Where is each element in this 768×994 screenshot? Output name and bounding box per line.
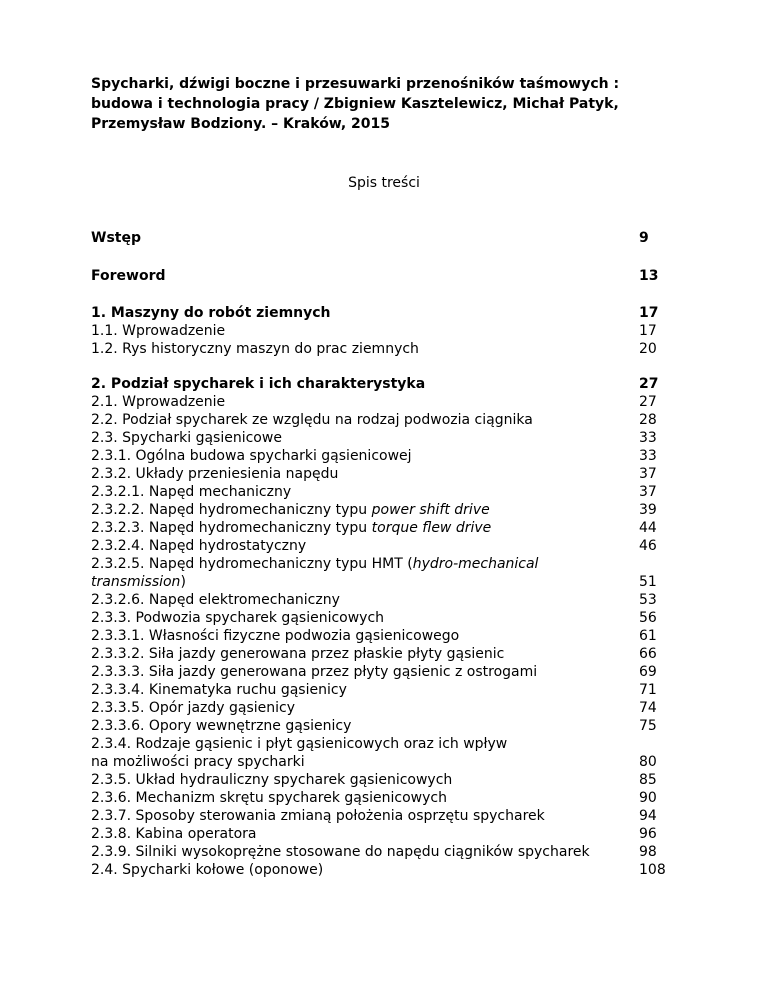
toc-page-number: 75: [639, 718, 657, 734]
toc-title-text: 2.3.2. Układy przeniesienia napędu: [91, 466, 339, 482]
toc-entry-title: [91, 573, 186, 591]
toc-page-number: 37: [639, 466, 657, 482]
toc-chapter-row: [91, 304, 681, 322]
toc-page-number: 44: [639, 520, 657, 536]
toc-page-number: 9: [639, 230, 649, 246]
toc-page-number: 85: [639, 772, 657, 788]
toc-entry-row: [91, 322, 681, 340]
toc-entry-title: [91, 609, 384, 627]
toc-page-number: 51: [639, 574, 657, 590]
toc-entry-title: [91, 699, 295, 717]
toc-title-text: Wstęp: [91, 230, 141, 246]
toc-title-text: 2.4. Spycharki kołowe (oponowe): [91, 862, 324, 878]
toc-title-italic: hydro-mechanical: [412, 556, 539, 572]
toc-title-text: 2.3.9. Silniki wysokoprężne stosowane do napędu ciągników spycharek: [91, 844, 590, 860]
toc-entry-title: [91, 735, 507, 753]
toc-chapter-row: [91, 228, 681, 249]
toc-entry-title: [91, 789, 447, 807]
toc-title-text: 2.3.6. Mechanizm skrętu spycharek gąsienicowych: [91, 790, 447, 806]
toc-section: [91, 266, 681, 287]
toc-title-text: 2. Podział spycharek i ich charakterystyka: [91, 376, 426, 392]
toc-title-italic: torque flew drive: [371, 520, 492, 536]
toc-entry-row: [91, 591, 681, 609]
toc-entry-row: [91, 663, 681, 681]
toc-entry-row: [91, 753, 681, 771]
toc-entry-row: [91, 807, 681, 825]
toc-entry-row: [91, 429, 681, 447]
toc-title-text: 2.3.1. Ogólna budowa spycharki gąsienicowej: [91, 448, 412, 464]
toc-entry-title: [91, 501, 490, 519]
bibliography-line: Przemysław Bodziony. – Kraków, 2015: [91, 116, 391, 132]
toc-title-text: 1.2. Rys historyczny maszyn do prac ziemnych: [91, 341, 419, 357]
toc-entry-row: [91, 771, 681, 789]
toc-section: [91, 228, 681, 249]
bibliography-line: budowa i technologia pracy / Zbigniew Kasztelewicz, Michał Patyk,: [91, 96, 619, 112]
toc-entry-row: [91, 573, 681, 591]
toc-page-number: 94: [639, 808, 657, 824]
toc-title-text: 2.3.2.4. Napęd hydrostatyczny: [91, 538, 307, 554]
toc-entry-title: [91, 304, 331, 322]
toc-entry-row: [91, 537, 681, 555]
toc-entry-row: [91, 465, 681, 483]
toc-title-suffix: ): [180, 574, 186, 590]
toc-entry-row: [91, 393, 681, 411]
toc-entry-title: [91, 429, 282, 447]
toc-title-text: 2.3.2.3. Napęd hydromechaniczny typu: [91, 520, 372, 536]
toc-entry-title: [91, 807, 545, 825]
toc-page-number: 66: [639, 646, 657, 662]
toc-section: [91, 304, 681, 358]
toc-page-number: 98: [639, 844, 657, 860]
toc-page-number: 37: [639, 484, 657, 500]
toc-entry-row: [91, 555, 681, 573]
toc-title-text: 2.3. Spycharki gąsienicowe: [91, 430, 282, 446]
toc-entry-title: [91, 717, 351, 735]
toc-heading: Spis treści: [348, 175, 420, 191]
toc-title-text: 2.3.7. Sposoby sterowania zmianą położenia osprzętu spycharek: [91, 808, 545, 824]
toc-title-text: na możliwości pracy spycharki: [91, 754, 305, 770]
toc-page-number: 27: [639, 394, 657, 410]
toc-entry-row: [91, 447, 681, 465]
toc-entry-row: [91, 411, 681, 429]
toc-page-number: 17: [639, 305, 659, 321]
toc-page-number: 20: [639, 341, 657, 357]
toc-entry-title: [91, 843, 590, 861]
toc-entry-row: [91, 501, 681, 519]
toc-title-text: 2.3.3.3. Siła jazdy generowana przez płyty gąsienic z ostrogami: [91, 664, 538, 680]
toc-page-number: 33: [639, 430, 657, 446]
toc-entry-row: [91, 789, 681, 807]
toc-entry-title: [91, 645, 504, 663]
toc-title-text: 2.3.3.5. Opór jazdy gąsienicy: [91, 700, 296, 716]
toc-entry-title: [91, 340, 419, 358]
toc-entry-title: [91, 771, 452, 789]
toc-entry-row: [91, 645, 681, 663]
toc-entry-title: [91, 465, 338, 483]
toc-title-italic: power shift drive: [371, 502, 490, 518]
toc-page-number: 13: [639, 268, 659, 284]
toc-entry-title: [91, 322, 225, 340]
toc-entry-row: [91, 861, 681, 879]
toc-page-number: 33: [639, 448, 657, 464]
toc-entry-title: [91, 447, 412, 465]
toc-entry-title: [91, 825, 257, 843]
toc-title-text: 1. Maszyny do robót ziemnych: [91, 305, 331, 321]
toc-entry-row: [91, 627, 681, 645]
toc-title-text: 1.1. Wprowadzenie: [91, 323, 226, 339]
toc-entry-title: [91, 411, 533, 429]
toc-entry-row: [91, 340, 681, 358]
toc-entry-row: [91, 699, 681, 717]
toc-entry-row: [91, 609, 681, 627]
toc-entry-title: [91, 861, 323, 879]
toc-entry-title: [91, 627, 459, 645]
toc-page-number: 17: [639, 323, 657, 339]
toc-page-number: 108: [639, 862, 666, 878]
toc-chapter-row: [91, 375, 681, 393]
toc-section: [91, 375, 681, 879]
toc-title-text: 2.1. Wprowadzenie: [91, 394, 226, 410]
toc-title-text: 2.2. Podział spycharek ze względu na rodzaj podwozia ciągnika: [91, 412, 533, 428]
toc-entry-row: [91, 735, 681, 753]
toc-title-text: Foreword: [91, 268, 166, 284]
toc-title-text: 2.3.2.6. Napęd elektromechaniczny: [91, 592, 340, 608]
toc-page-number: 39: [639, 502, 657, 518]
toc-entry-title: [91, 753, 305, 771]
toc-entry-row: [91, 681, 681, 699]
toc-entry-title: [91, 375, 425, 393]
toc-page-number: 61: [639, 628, 657, 644]
toc-entry-title: [91, 555, 538, 573]
toc-title-text: 2.3.4. Rodzaje gąsienic i płyt gąsienicowych oraz ich wpływ: [91, 736, 508, 752]
toc-page-number: 69: [639, 664, 657, 680]
toc-page-number: 27: [639, 376, 659, 392]
toc-entry-row: [91, 843, 681, 861]
toc-page-number: 71: [639, 682, 657, 698]
toc-entry-title: [91, 393, 225, 411]
toc-entry-row: [91, 717, 681, 735]
toc-title-text: 2.3.3.4. Kinematyka ruchu gąsienicy: [91, 682, 347, 698]
toc-title-text: 2.3.2.1. Napęd mechaniczny: [91, 484, 292, 500]
toc-title-text: 2.3.3.2. Siła jazdy generowana przez płaskie płyty gąsienic: [91, 646, 505, 662]
toc-entry-title: [91, 483, 291, 501]
toc-page-number: 28: [639, 412, 657, 428]
toc-page-number: 56: [639, 610, 657, 626]
toc-entry-title: [91, 266, 166, 287]
toc-page-number: 46: [639, 538, 657, 554]
toc-page-number: 90: [639, 790, 657, 806]
toc-entry-row: [91, 483, 681, 501]
toc-page-number: 96: [639, 826, 657, 842]
toc-entry-title: [91, 681, 347, 699]
toc-title-text: 2.3.8. Kabina operatora: [91, 826, 257, 842]
toc-title-text: 2.3.3.6. Opory wewnętrzne gąsienicy: [91, 718, 352, 734]
toc-page-number: 74: [639, 700, 657, 716]
toc-title-text: 2.3.2.2. Napęd hydromechaniczny typu: [91, 502, 372, 518]
toc-entry-row: [91, 825, 681, 843]
toc-entry-title: [91, 537, 306, 555]
toc-entry-title: [91, 663, 537, 681]
toc-title-text: 2.3.2.5. Napęd hydromechaniczny typu HMT (: [91, 556, 413, 572]
toc-entry-row: [91, 519, 681, 537]
toc-title-text: 2.3.3.1. Własności fizyczne podwozia gąsienicowego: [91, 628, 460, 644]
bibliography-line: Spycharki, dźwigi boczne i przesuwarki przenośników taśmowych :: [91, 76, 620, 92]
toc-entry-title: [91, 519, 491, 537]
toc-page-number: 53: [639, 592, 657, 608]
toc-chapter-row: [91, 266, 681, 287]
toc-title-text: 2.3.5. Układ hydrauliczny spycharek gąsienicowych: [91, 772, 453, 788]
table-of-contents: [91, 228, 681, 879]
toc-entry-title: [91, 591, 340, 609]
bibliographic-note: [91, 74, 691, 134]
toc-page-number: 80: [639, 754, 657, 770]
toc-title-text: 2.3.3. Podwozia spycharek gąsienicowych: [91, 610, 385, 626]
toc-entry-title: [91, 228, 141, 249]
toc-title-italic: transmission: [91, 574, 181, 590]
